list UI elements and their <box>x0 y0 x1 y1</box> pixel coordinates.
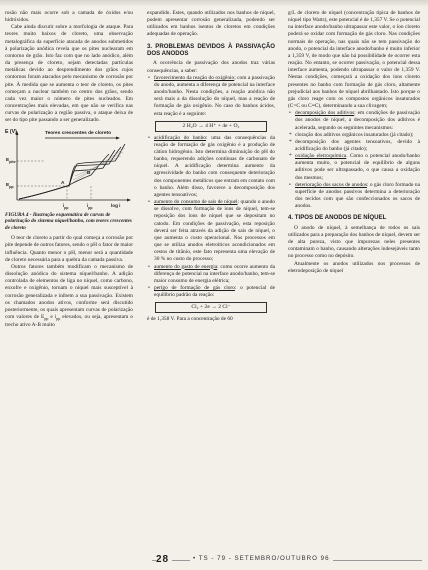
sub-list-item: * cloração dos aditivos orgânicos insaturados (já citado); <box>288 132 420 139</box>
issue-info: • TS - 79 - SETEMBRO/OUTUBRO 96 <box>190 555 333 562</box>
x-axis-label: log i <box>111 202 121 208</box>
e-pite-label: $E_{pite}$ <box>6 157 16 164</box>
equation-oxygen: 2 H₂O → 4 H⁺ + 4e + O₂ <box>155 121 267 132</box>
page-number: 28 <box>156 554 172 565</box>
list-item: • acidificação do banho: uma das consequências da reação de formação de gás oxigênio é a produção de cátion hidrogênio. Isto determina diminuição do pH do banho, requerendo adições contínuas de carbonato de níquel. A acidificação determina aumento da agressividade do banho com consequente deterioração dos componentes metálicos que entram em contato com o banho. Além disso, favorece a decomposição dos agentes tensoativos; <box>147 135 275 199</box>
top-edge-strip <box>0 0 428 6</box>
y-axis-label: E (V) <box>5 128 17 135</box>
consequences-list-cont <box>147 135 275 300</box>
e-pp-label: $E_{pp}$ <box>6 182 14 189</box>
list-item: • perigo de formação de gás cloro: o potencial de equilíbrio padrão da reação: <box>147 285 275 299</box>
paragraph: é de 1,358 V. Para a concentração de 60 <box>147 316 233 323</box>
list-item: • favorecimento da reação do oxigênio; com a passivação do anodo, aumenta a diferença de potencial na interface anodo/banho. Nesta condições, a reação anódica não será mais a da dissolução do níquel, mas a reação de formação de gás oxigênio. No caso do banhos ácidos, esta reação é a seguinte: <box>147 75 275 118</box>
point-b-label: B <box>87 170 91 176</box>
list-item: • decomposição dos aditivos: em condições de passivação dos anodos de níquel, a decomposição dos aditivos é acelerada, segundo os seguintes mecanismos: <box>288 110 420 131</box>
equation-chlorine: Cl₂ + 2e → 2 Cl⁻ <box>155 302 267 313</box>
paragraph: Outros fatores também modificam o mecanismo de dissolução anódica do sistema níquel/banho. A adição controlada de elementos de liga no níquel, como carbono, enxofre e oxigênio, tornam o níquel mais susceptível à corrosão generalizada e inibem a sua passivação. Existem os chamados anodos ativos, conforme será discutido posteriormente, os quais apresentam curvas de polarização com valores de $E_{pp}$ e $i_{pp}$ elevados, ou seja, apresentam o trecho ativo A-B muito <box>5 263 133 329</box>
section-heading-4: 4. TIPOS DE ANODOS DE NÍQUEL <box>288 214 387 222</box>
sub-list-item: * oxidação eletroquímica. Como o potencial anodo/banho aumenta muito, o potencial de equilíbrio de alguns aditivos pode ser ultrapassado, o que causa a oxidação dos mesmos; <box>288 153 420 182</box>
sub-list-item: * decomposição dos agentes tensoativos, devido à acidificação do banho (já citado); <box>288 139 420 153</box>
polarization-curves-chart <box>5 128 133 210</box>
paragraph: O anodo de níquel, à semelhança de todos os sais utilizados para a preparação dos banhos de níquel, devem ser de alta pureza, visto que impurezas neles presentes contaminam o banho, causando alterações indesejáveis tanto no processo como no depósito. <box>288 224 420 260</box>
figure-polarization-curves <box>5 128 133 210</box>
point-a-label: A <box>61 180 65 186</box>
list-item: • aumento do consumo de sais de níquel: quando o anodo se dissolve, com formação de íons de níquel, tem-se reposição dos íons de níquel que se depositam no catodo. Em condições de passivação, esta reposição deverá ser feita através da adição de sais de níquel, o que aumenta o custo operacional. Nos processos em que se utiliza anodos eletroíticos acondicionados em cestos de titânio, este fato representa uma elevação de 30 % no custo do processo; <box>147 199 275 263</box>
page-footer <box>0 554 428 570</box>
list-item: • aumento do gasto de energia: como ocorre aumento da diferença de potencial na interface anodo/banho, tem-se maior consumo de energia elétrica; <box>147 264 275 285</box>
paragraph: rosão não mais ocorre sob a camada de óxidos e/ou hidróxidos. <box>5 10 133 24</box>
section-heading-3: 3. PROBLEMAS DEVIDOS À PASSIVAÇÃO DOS ANODOS <box>147 42 275 58</box>
consequences-list <box>147 75 275 118</box>
list-item: • deterioração dos sacos de anodos: o gás cloro formado na superfície de anodos passivos determina a deterioração dos tecidos com que são confeccionados os sacos de anodos. <box>288 182 420 211</box>
additives-list <box>288 110 420 210</box>
paragraph: g/L de cloreto de níquel (concentração típica de banhos de níquel tipo Watts), este potencial é de 1,357 V. Se o potencial na interface anodo/banho ultrapassar este valor, o íon cloreto poderá se oxidar com formação de gás cloro. Nas condições normais de operação, nas quais não se tem passivação do anodo, o potencial da interface anodo/banho é muito inferior a 1,359 V, de modo que não há possibilidade de ocorrer esta reação. No entanto, se ocorrer passivação, o potencial dessa interface aumenta, podendo ultrapassar o valor de 1,359 V. Nestas condições, começará a oxidação dos íons cloreto presentes no banho com formação de gás cloro, altamente prejudicial aos banhos de níquel abrilhantado. Isto porque o gás cloro reage com os compostos orgânicos insaturados (C=C ou C≡C), determinando a sua clivagem; <box>288 10 420 110</box>
text-column-2 <box>147 10 275 323</box>
paragraph: O teor de cloreto a partir do qual começa a corrosão por pite depende de outros fatores, sendo o pH o fator de maior influência. Quanto menor o pH, menor será a quantidade de cloreto necessária para a quebra da camada passiva. <box>5 235 133 263</box>
text-column-1 <box>5 10 133 329</box>
x-tick-ipp-2: $i_{pp}$ <box>87 202 93 210</box>
figure-caption: FIGURA 4 - Ilustração esquemática de curvas de polarização do sistema níquel/banho, com teores crescentes de cloreto <box>5 211 132 231</box>
paragraph: expandido. Estes, quando utilizados nos banhos de níquel, podem apresentar corrosão generalizada, podendo ser utilizados em banhos isentos de cloretos em condições adequadas de operação. <box>147 10 275 38</box>
paragraph: A ocorrência de passivação dos anodos traz várias consequências, a saber: <box>147 60 275 74</box>
paragraph: Atualmente os anodos utilizados nos processos de eletrodeposição de níquel <box>288 260 420 274</box>
x-tick-ipp-1: $i_{pp}$ <box>63 202 69 210</box>
text-column-3 <box>288 10 420 275</box>
paragraph: Cabe ainda discutir sobre a morfologia de ataque. Para teores muito baixos de cloreto, uma observação metalográfica da superfície atacada de anodos submetidos à polarização anódica revela que os pites nuclearam em contorno de grão. Isto faz com que no lado anódico, além da presença de cloreto, sejam detectadas partículas metálicas devido ao desprendimento dos grãos cujos contornos foram atacados pelo mecanismo de corrosão por pite. À medida que se aumenta o teor de cloreto, os pites começam a nuclear também no centro dos grãos, sendo cada vez maior o número de pites nucleados. Em concentrações mais elevadas, em que não se verifica nas curvas de polarização a região passiva, o ataque deixa de ser do tipo pite passando a ser generalizado. <box>5 24 133 124</box>
legend-text: Teores crescentes de cloreto <box>45 130 112 136</box>
